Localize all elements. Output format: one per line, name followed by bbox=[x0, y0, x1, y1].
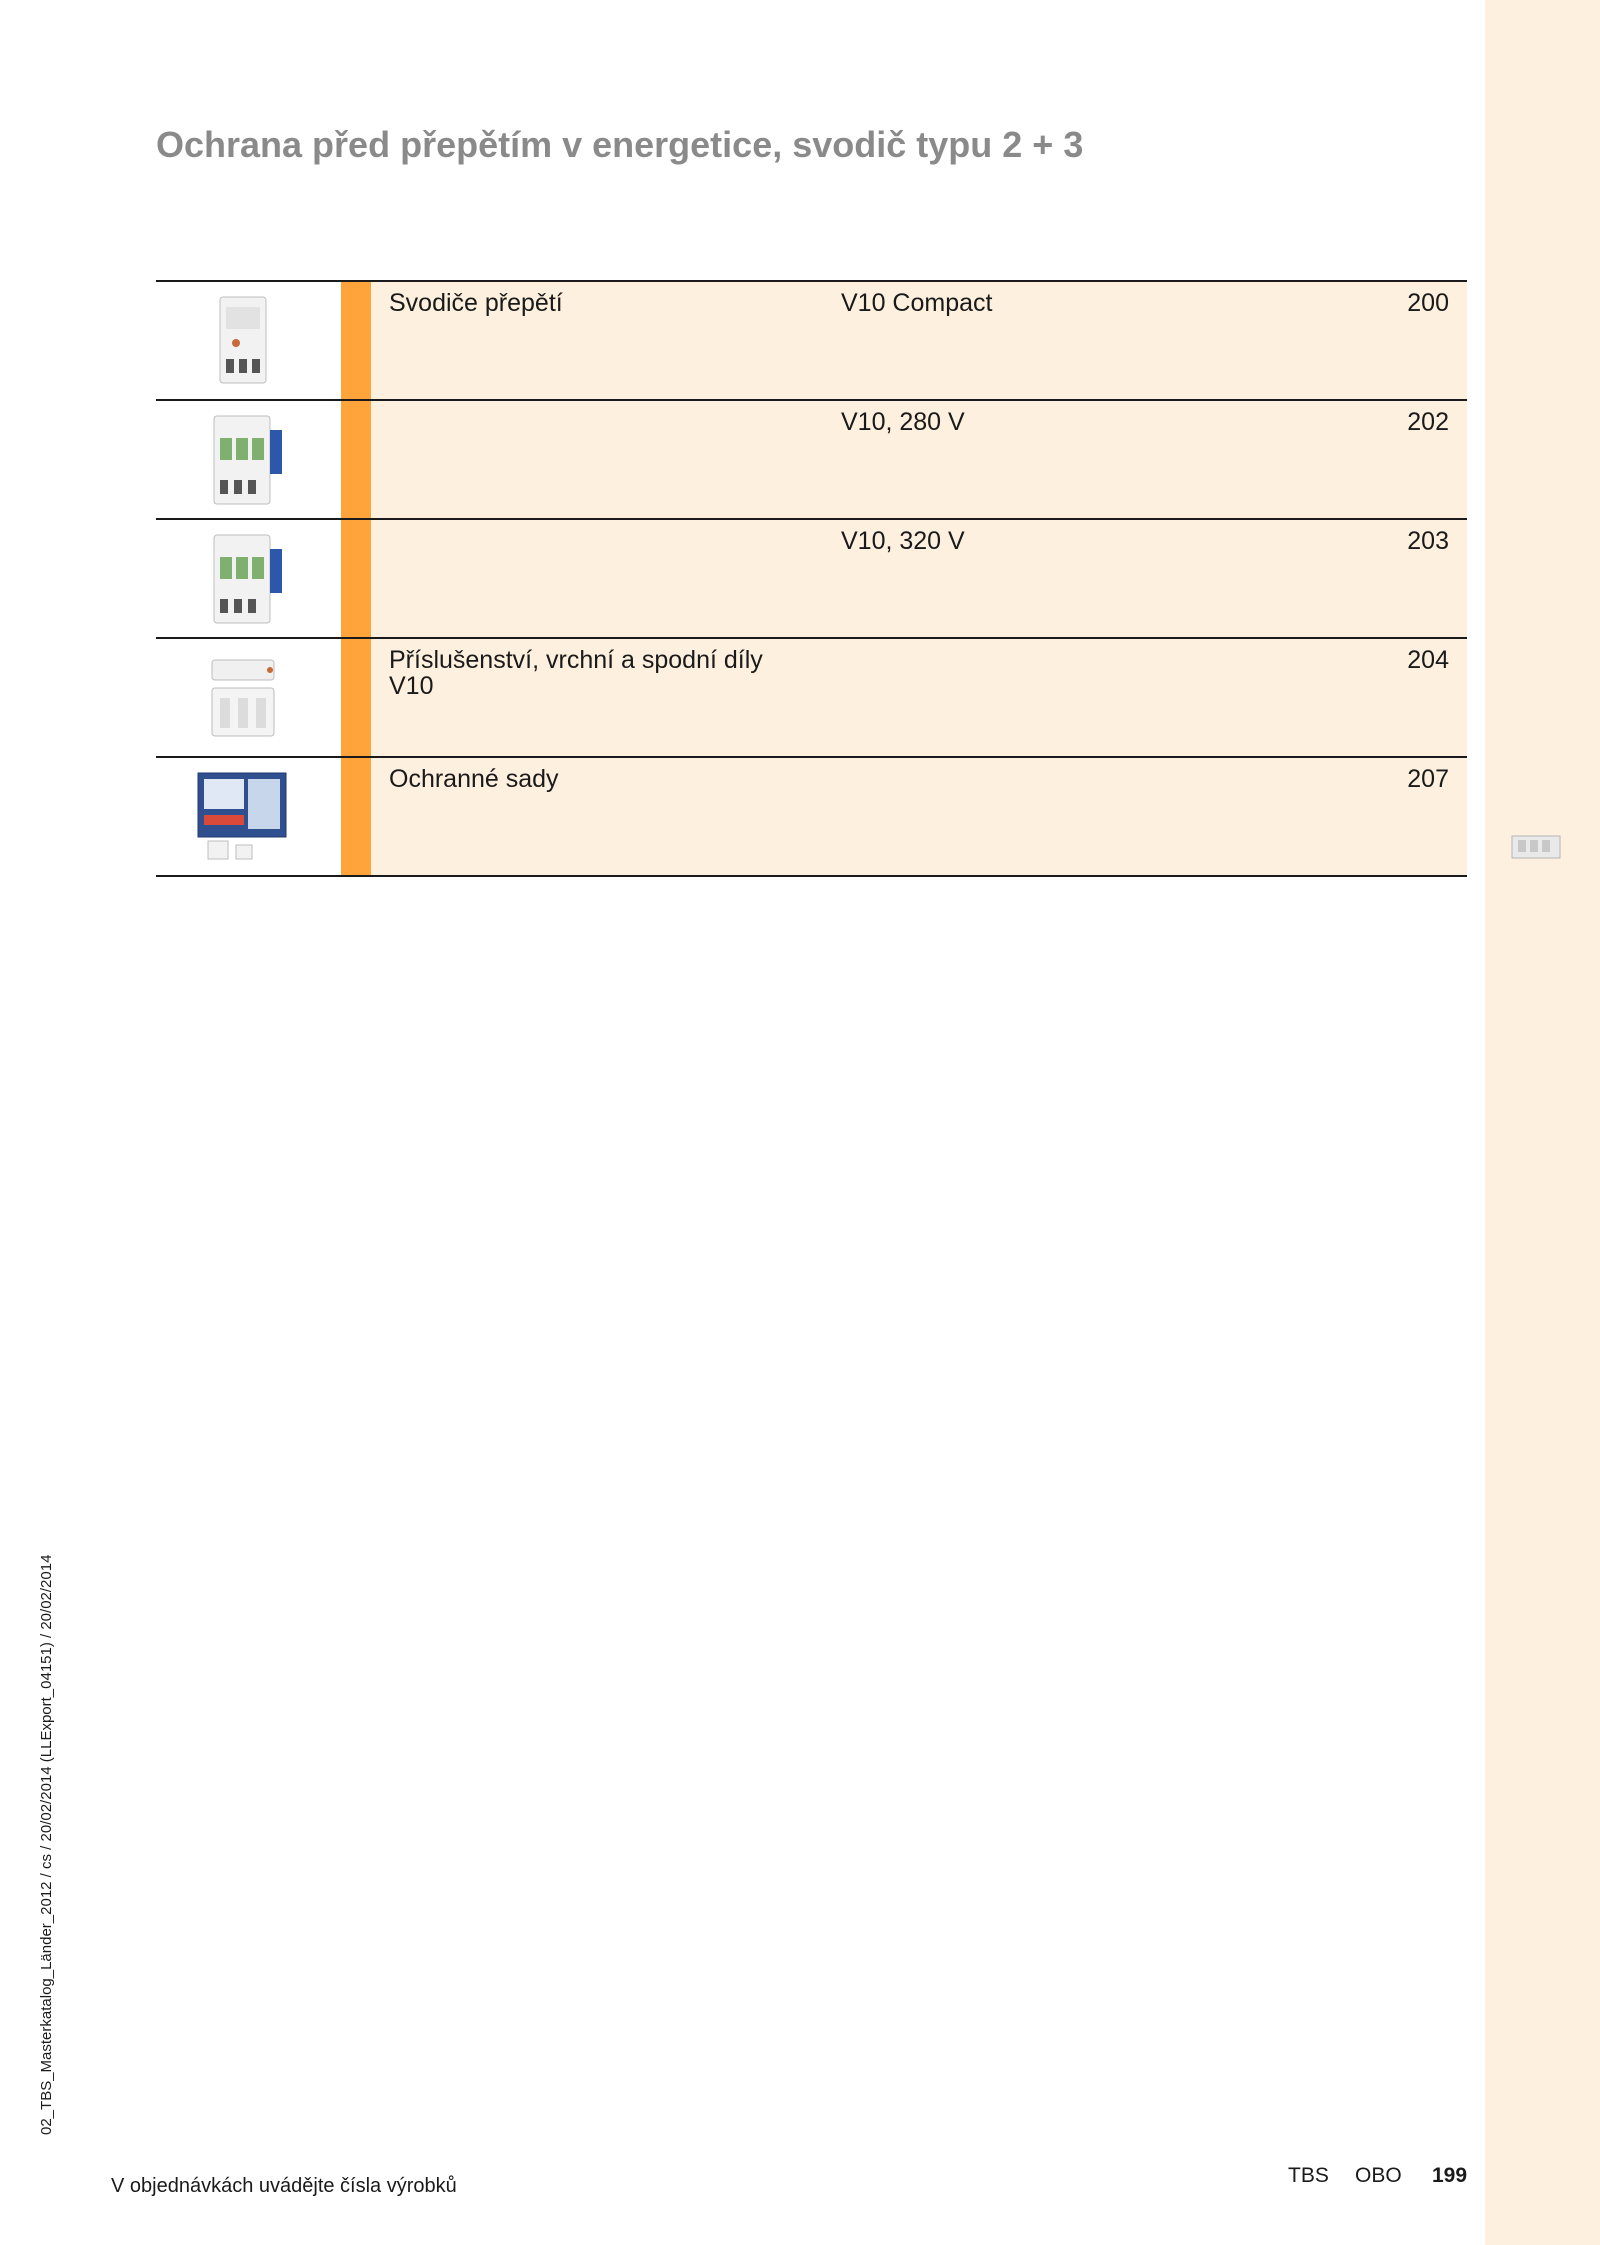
toc-page-number[interactable]: 203 bbox=[1407, 527, 1449, 555]
toc-row[interactable] bbox=[156, 520, 1467, 639]
surge-arrester-blue-icon bbox=[190, 408, 294, 512]
vertical-meta-text: 02_TBS_Masterkatalog_Länder_2012 / cs / 20/02/2014 (LLExport_04151) / 20/02/2014 bbox=[38, 1554, 55, 2135]
toc-product: V10 Compact bbox=[841, 289, 993, 317]
toc-category: Příslušenství, vrchní a spodní díly V10 bbox=[389, 646, 763, 700]
toc-row[interactable] bbox=[156, 282, 1467, 401]
toc-product: V10, 280 V bbox=[841, 408, 965, 436]
toc-page-number[interactable]: 200 bbox=[1407, 289, 1449, 317]
toc-row[interactable] bbox=[156, 758, 1467, 877]
toc-product: V10, 320 V bbox=[841, 527, 965, 555]
toc-category: Svodiče přepětí bbox=[389, 289, 563, 317]
footer-note: V objednávkách uvádějte čísla výrobků bbox=[111, 2175, 457, 2197]
surge-arrester-blue-icon bbox=[190, 527, 294, 631]
toc-row[interactable] bbox=[156, 401, 1467, 520]
row-accent-bar bbox=[341, 520, 371, 637]
protection-kit-icon bbox=[190, 765, 294, 869]
side-strip bbox=[1485, 0, 1600, 2245]
row-accent-bar bbox=[341, 639, 371, 756]
row-accent-bar bbox=[341, 758, 371, 875]
footer-page-number: 199 bbox=[1432, 2164, 1468, 2187]
surge-arrester-compact-icon bbox=[190, 289, 294, 393]
toc-page-number[interactable]: 207 bbox=[1407, 765, 1449, 793]
toc-category: Ochranné sady bbox=[389, 765, 559, 793]
toc-page-number[interactable]: 204 bbox=[1407, 646, 1449, 674]
row-accent-bar bbox=[341, 401, 371, 518]
page-title: Ochrana před přepětím v energetice, svodič typu 2 + 3 bbox=[156, 124, 1084, 165]
toc-page-number[interactable]: 202 bbox=[1407, 408, 1449, 436]
base-part-icon bbox=[190, 646, 294, 750]
row-accent-bar bbox=[341, 282, 371, 399]
footer-brand-obo: OBO bbox=[1355, 2164, 1402, 2187]
footer-brand-tbs: TBS bbox=[1288, 2164, 1329, 2187]
side-tab-thumbnail-icon bbox=[1510, 830, 1562, 862]
toc-table bbox=[156, 280, 1467, 877]
toc-row[interactable] bbox=[156, 639, 1467, 758]
